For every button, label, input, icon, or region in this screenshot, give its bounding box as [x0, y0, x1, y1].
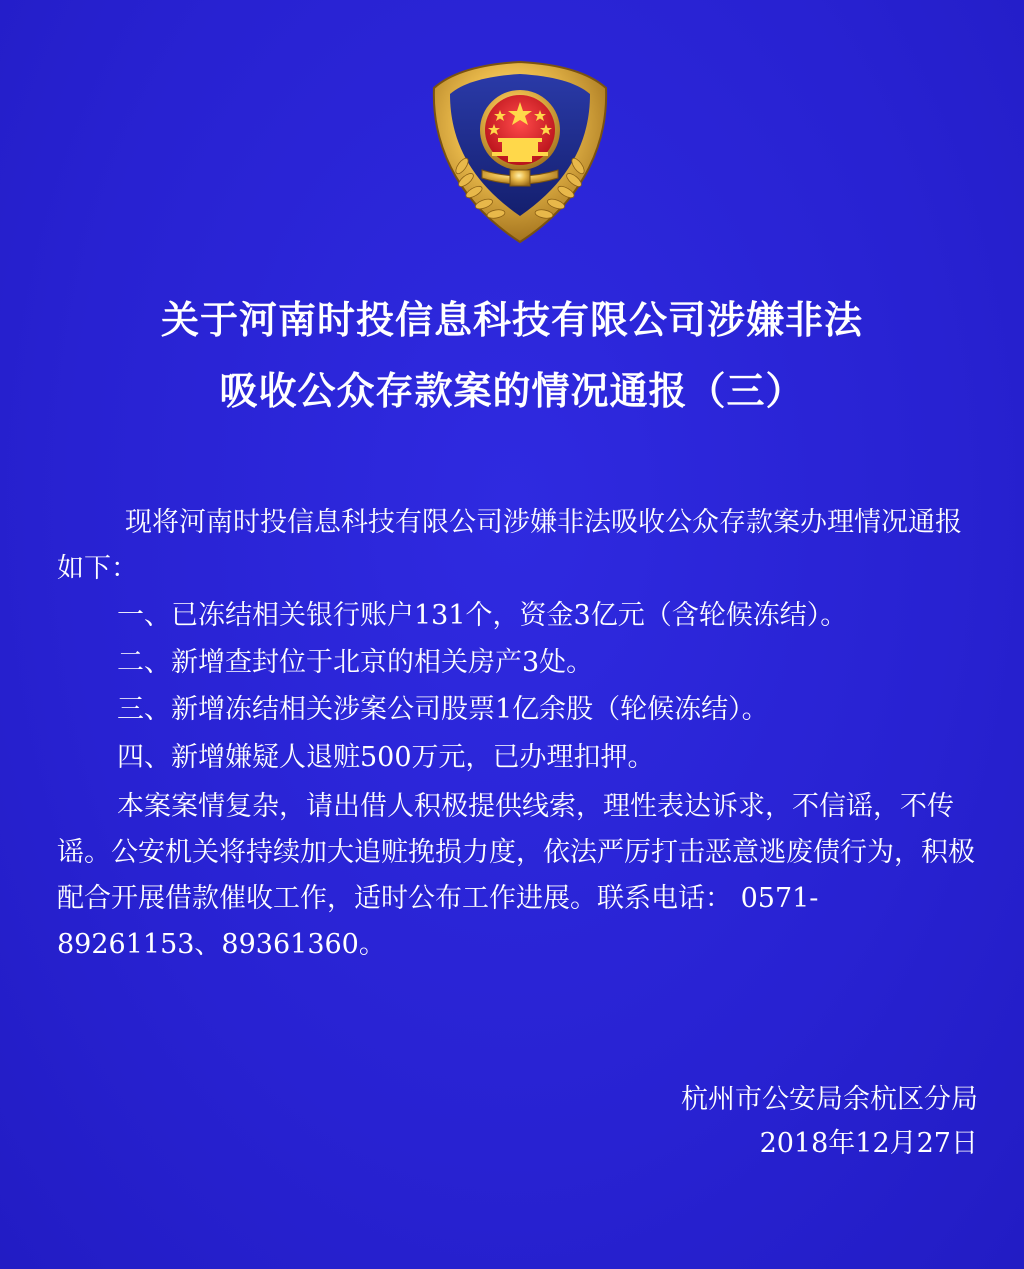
signature-date: 2018年12月27日	[759, 1128, 978, 1159]
notice-intro-paragraph: 现将河南时投信息科技有限公司涉嫌非法吸收公众存款案办理情况通报如下：	[57, 507, 962, 584]
notice-title-line1: 关于河南时投信息科技有限公司涉嫌非法	[160, 298, 863, 342]
notice-item-2: 二、新增查封位于北京的相关房产3处。	[117, 647, 594, 678]
notice-item-1: 一、已冻结相关银行账户131个，资金3亿元（含轮候冻结）。	[117, 600, 848, 631]
notice-title-line2: 吸收公众存款案的情况通报（三）	[219, 369, 805, 413]
police-badge-icon	[422, 58, 618, 246]
signature-organization: 杭州市公安局余杭区分局	[681, 1084, 978, 1115]
notice-item-4: 四、新增嫌疑人退赃500万元，已办理扣押。	[117, 742, 655, 773]
notice-closing-paragraph: 本案案情复杂，请出借人积极提供线索，理性表达诉求，不信谣，不传谣。公安机关将持续加大追赃挽损力度，依法严厉打击恶意逃废债行为，积极配合开展借款催收工作，适时公布工作进展。联系电话： 0571-89261153、89361360。	[57, 791, 975, 960]
notice-item-3: 三、新增冻结相关涉案公司股票1亿余股（轮候冻结）。	[117, 694, 769, 725]
